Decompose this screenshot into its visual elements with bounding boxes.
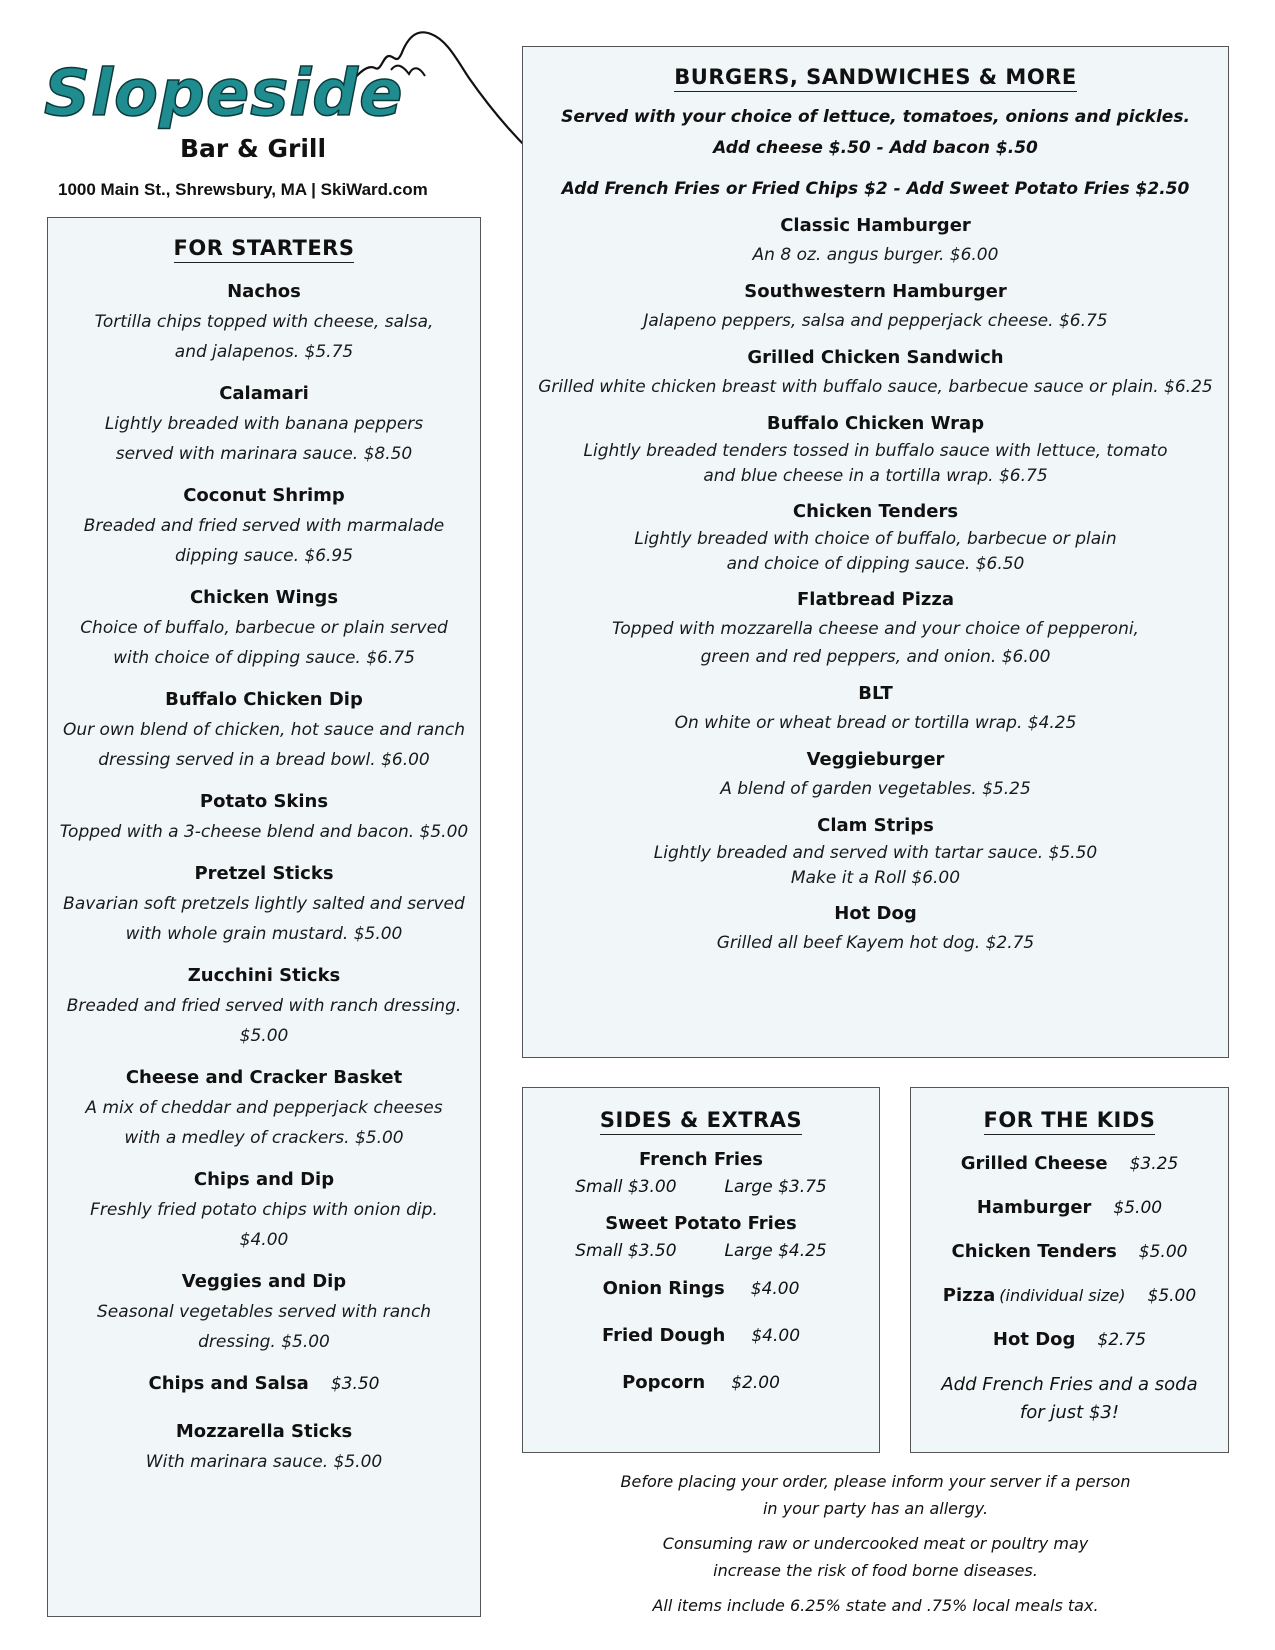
item-name: Buffalo Chicken Wrap: [766, 413, 985, 434]
item-desc: Lightly breaded tenders tossed in buffalo sauce with lettuce, tomato and blue cheese in a tortilla wrap. $6.75: [583, 441, 1168, 486]
item-desc: Jalapeno peppers, salsa and pepperjack cheese. $6.75: [643, 311, 1108, 331]
menu-item: [523, 679, 1228, 737]
size-prices: [523, 1173, 879, 1201]
menu-item: [911, 1327, 1228, 1353]
item-name: Veggieburger: [806, 749, 945, 770]
item-name: Classic Hamburger: [780, 215, 971, 236]
footer-notes: [522, 1468, 1229, 1627]
kids-section: [910, 1087, 1229, 1453]
item-name: Veggies and Dip: [181, 1271, 347, 1292]
menu-item: [48, 585, 480, 673]
item-desc: Grilled all beef Kayem hot dog. $2.75: [716, 933, 1035, 953]
intro-line: Served with your choice of lettuce, tomatoes, onions and pickles.: [561, 107, 1190, 127]
logo: [40, 26, 490, 176]
item-name: Buffalo Chicken Dip: [165, 689, 363, 710]
menu-item: [48, 1269, 480, 1357]
item-name: Hot Dog: [992, 1329, 1076, 1350]
item-desc: Bavarian soft pretzels lightly salted and served with whole grain mustard. $5.00: [63, 894, 465, 944]
item-name: Flatbread Pizza: [797, 589, 954, 610]
menu-item: [523, 1275, 879, 1303]
menu-item: [48, 687, 480, 775]
menu-item: [523, 343, 1228, 401]
menu-item: [523, 585, 1228, 671]
large-price: Large $3.75: [724, 1177, 827, 1197]
item-name: Mozzarella Sticks: [175, 1421, 353, 1442]
item-price: $2.00: [731, 1373, 780, 1393]
address: 1000 Main St., Shrewsbury, MA | SkiWard.com: [58, 180, 428, 199]
allergy-note: Before placing your order, please inform your server if a person in your party has an allergy.: [620, 1472, 1131, 1518]
item-name: Zucchini Sticks: [187, 965, 341, 986]
sides-section: [522, 1087, 880, 1453]
item-desc: Topped with a 3-cheese blend and bacon. $5.00: [59, 822, 469, 842]
menu-item: [523, 277, 1228, 335]
item-name: Grilled Cheese: [960, 1153, 1108, 1174]
menu-item: [48, 483, 480, 571]
item-desc: On white or wheat bread or tortilla wrap. $4.25: [674, 713, 1077, 733]
burgers-section: [522, 46, 1229, 1058]
menu-item: [48, 1065, 480, 1153]
item-price: $4.00: [751, 1326, 801, 1346]
item-desc: Tortilla chips topped with cheese, salsa, and jalapenos. $5.75: [94, 312, 434, 362]
menu-item: [48, 381, 480, 469]
item-price: $3.25: [1129, 1154, 1179, 1174]
item-name: Chips and Dip: [193, 1169, 335, 1190]
item-price: $5.00: [1147, 1286, 1197, 1306]
item-desc: With marinara sauce. $5.00: [145, 1452, 383, 1472]
menu-item: [523, 497, 1228, 577]
section-title: FOR THE KIDS: [911, 1108, 1228, 1135]
item-desc: Lightly breaded with banana peppers served with marinara sauce. $8.50: [104, 414, 424, 464]
item-name: Fried Dough: [601, 1325, 726, 1346]
item-name: Chicken Tenders: [792, 501, 959, 522]
menu-item: [523, 811, 1228, 891]
item-name: Pizza: [942, 1285, 996, 1306]
item-name: Popcorn: [622, 1372, 706, 1393]
item-name: French Fries: [639, 1149, 763, 1170]
item-desc: Choice of buffalo, barbecue or plain served with choice of dipping sauce. $6.75: [80, 618, 448, 668]
item-name: Clam Strips: [817, 815, 934, 836]
item-name: Coconut Shrimp: [183, 485, 345, 506]
item-price: $2.75: [1097, 1330, 1147, 1350]
menu-item: [48, 279, 480, 367]
item-desc: Lightly breaded with choice of buffalo, barbecue or plain and choice of dipping sauce. $6.50: [634, 529, 1117, 574]
item-name: Hamburger: [976, 1197, 1092, 1218]
starters-section: [47, 217, 481, 1617]
brand-name: Slopeside: [44, 57, 404, 131]
item-desc: Our own blend of chicken, hot sauce and ranch dressing served in a bread bowl. $6.00: [62, 720, 466, 770]
menu-item: [523, 1369, 879, 1397]
item-desc: Grilled white chicken breast with buffalo sauce, barbecue sauce or plain. $6.25: [538, 377, 1213, 397]
kids-offer: Add French Fries and a soda for just $3!: [941, 1374, 1198, 1423]
item-price: $5.00: [1113, 1198, 1163, 1218]
menu-item: [911, 1283, 1228, 1309]
menu-item: [523, 409, 1228, 489]
brand-subtitle: Bar & Grill: [180, 134, 327, 163]
menu-item: [48, 1167, 480, 1255]
menu-item: [48, 1371, 480, 1397]
item-name: BLT: [858, 683, 893, 704]
item-name: Chicken Tenders: [951, 1241, 1117, 1262]
item-desc: Freshly fried potato chips with onion dip. $4.00: [90, 1200, 438, 1250]
tax-note: All items include 6.25% state and .75% local meals tax.: [652, 1596, 1099, 1615]
item-name: Sweet Potato Fries: [605, 1213, 797, 1234]
item-name: Nachos: [227, 281, 301, 302]
item-name: Pretzel Sticks: [194, 863, 334, 884]
item-desc: Topped with mozzarella cheese and your choice of pepperoni, green and red peppers, and onion. $6.00: [612, 619, 1139, 667]
menu-item: [523, 211, 1228, 269]
item-name: Southwestern Hamburger: [744, 281, 1007, 302]
item-note: (individual size): [999, 1286, 1126, 1305]
menu-item: [48, 861, 480, 949]
menu-item: [911, 1151, 1228, 1177]
item-name: Calamari: [219, 383, 309, 404]
item-desc: A mix of cheddar and pepperjack cheeses with a medley of crackers. $5.00: [85, 1098, 443, 1148]
item-name: Grilled Chicken Sandwich: [747, 347, 1004, 368]
menu-item: [911, 1195, 1228, 1221]
intro-line: Add French Fries or Fried Chips $2 - Add Sweet Potato Fries $2.50: [561, 179, 1190, 199]
item-desc: Breaded and fried served with ranch dressing. $5.00: [66, 996, 462, 1046]
menu-item: [911, 1239, 1228, 1265]
menu-item: [523, 1322, 879, 1350]
menu-item: [523, 745, 1228, 803]
section-title: SIDES & EXTRAS: [523, 1108, 879, 1135]
intro-line: Add cheese $.50 - Add bacon $.50: [713, 138, 1038, 158]
section-title: BURGERS, SANDWICHES & MORE: [523, 65, 1228, 92]
raw-food-note: Consuming raw or undercooked meat or poultry may increase the risk of food borne diseases.: [662, 1534, 1089, 1580]
menu-item: [523, 899, 1228, 957]
small-price: Small $3.00: [575, 1177, 677, 1197]
item-desc: A blend of garden vegetables. $5.25: [720, 779, 1031, 799]
menu-item: [48, 789, 480, 847]
item-price: $3.50: [330, 1374, 380, 1394]
menu-item: [48, 963, 480, 1051]
item-price: $5.00: [1138, 1242, 1188, 1262]
menu-item: [48, 1419, 480, 1477]
item-desc: Breaded and fried served with marmalade dipping sauce. $6.95: [83, 516, 445, 566]
item-desc: Lightly breaded and served with tartar sauce. $5.50 Make it a Roll $6.00: [653, 843, 1098, 888]
section-title: FOR STARTERS: [48, 236, 480, 263]
item-name: Chicken Wings: [189, 587, 339, 608]
item-name: Cheese and Cracker Basket: [125, 1067, 403, 1088]
small-price: Small $3.50: [575, 1241, 677, 1261]
item-desc: An 8 oz. angus burger. $6.00: [752, 245, 999, 265]
size-prices: [523, 1237, 879, 1265]
item-price: $4.00: [750, 1279, 800, 1299]
item-name: Hot Dog: [834, 903, 917, 924]
item-desc: Seasonal vegetables served with ranch dressing. $5.00: [96, 1302, 432, 1352]
item-name: Potato Skins: [199, 791, 329, 812]
item-name: Chips and Salsa: [148, 1373, 309, 1394]
large-price: Large $4.25: [724, 1241, 827, 1261]
item-name: Onion Rings: [602, 1278, 725, 1299]
